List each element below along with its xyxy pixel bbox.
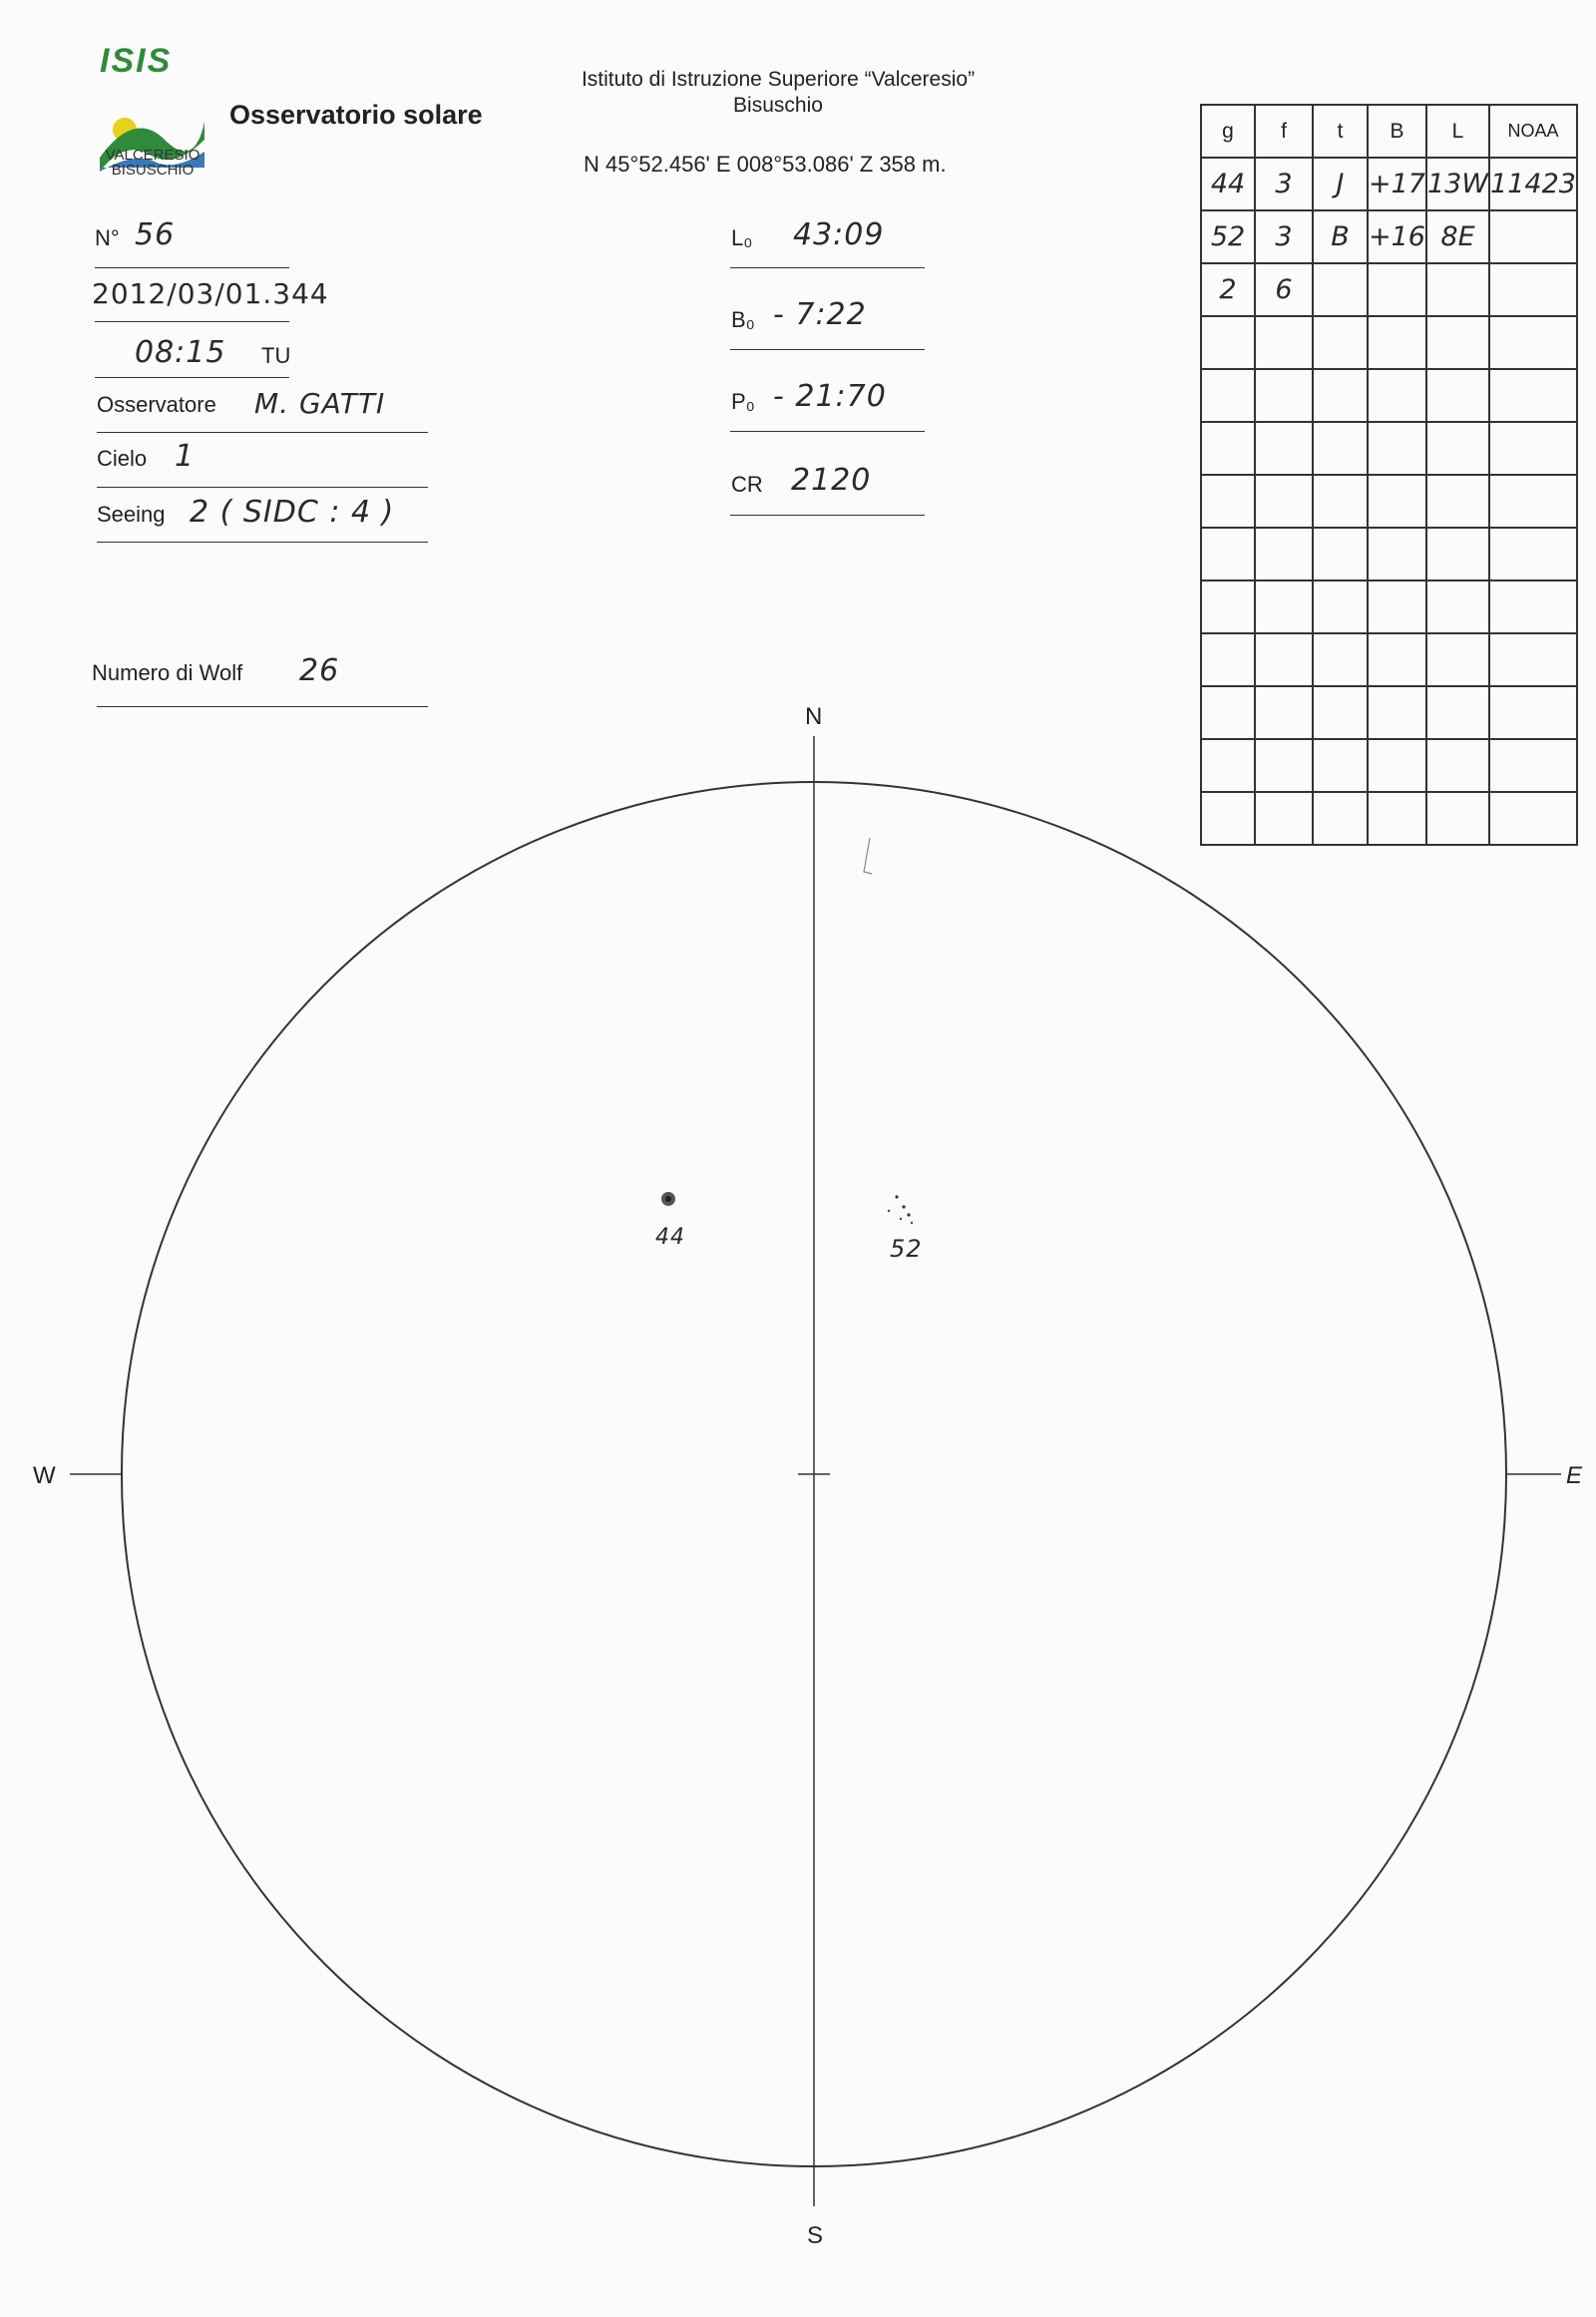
table-cell-b: [1368, 369, 1426, 422]
table-row: [1201, 263, 1577, 316]
table-cell-noaa: [1489, 422, 1577, 475]
table-cell-f: [1255, 475, 1313, 528]
table-cell-g: 2: [1201, 263, 1255, 316]
table-row: [1201, 633, 1577, 686]
pencil-mark: [864, 838, 872, 874]
table-cell-noaa: 11423: [1489, 158, 1577, 210]
table-cell-f: [1255, 633, 1313, 686]
time-underline: [95, 377, 289, 378]
table-cell-g: [1201, 633, 1255, 686]
table-cell-l: 8E: [1426, 210, 1489, 263]
table-cell-b: [1368, 580, 1426, 633]
institute-town: Bisuschio: [733, 94, 823, 117]
table-cell-t: [1313, 528, 1368, 580]
table-cell-g: [1201, 580, 1255, 633]
table-cell-b: [1368, 475, 1426, 528]
time-value: 08:15: [135, 335, 226, 370]
table-cell-l: 13W: [1426, 158, 1489, 210]
seeing-label: Seeing: [97, 502, 166, 527]
table-cell-f: 6: [1255, 263, 1313, 316]
wolf-label: Numero di Wolf: [92, 660, 243, 685]
observer-underline: [97, 432, 428, 433]
table-row: [1201, 158, 1577, 210]
table-cell-t: [1313, 263, 1368, 316]
table-cell-t: [1313, 316, 1368, 369]
group-label-52: 52: [890, 1235, 923, 1263]
table-cell-b: [1368, 316, 1426, 369]
logo-caption-line2: BISUSCHIO: [111, 162, 195, 179]
table-cell-g: [1201, 422, 1255, 475]
seeing-value: 2 ( SIDC : 4 ): [190, 495, 395, 530]
date-underline: [95, 321, 289, 322]
number-value: 56: [135, 217, 176, 252]
header-noaa: NOAA: [1489, 105, 1577, 158]
station-coordinates: N 45°52.456' E 008°53.086' Z 358 m.: [584, 152, 947, 177]
table-cell-b: [1368, 263, 1426, 316]
table-cell-l: [1426, 528, 1489, 580]
table-cell-l: [1426, 633, 1489, 686]
table-cell-f: [1255, 580, 1313, 633]
table-cell-t: [1313, 369, 1368, 422]
table-cell-g: [1201, 528, 1255, 580]
table-cell-t: J: [1313, 158, 1368, 210]
sky-value: 1: [175, 439, 196, 474]
p0-value: - 21:70: [773, 379, 887, 414]
table-cell-noaa: [1489, 528, 1577, 580]
table-cell-b: [1368, 422, 1426, 475]
seeing-underline: [97, 542, 428, 543]
cr-underline: [730, 515, 925, 516]
date-value: 2012/03/01.344: [92, 277, 329, 310]
table-cell-noaa: [1489, 580, 1577, 633]
table-cell-f: [1255, 422, 1313, 475]
table-cell-t: [1313, 633, 1368, 686]
table-row: [1201, 528, 1577, 580]
table-header-row: [1201, 105, 1577, 158]
logo-caption-line1: VALCERESIO: [105, 147, 200, 164]
west-label: W: [33, 1462, 56, 1489]
table-cell-l: [1426, 422, 1489, 475]
south-label: S: [807, 2222, 824, 2249]
table-row: [1201, 475, 1577, 528]
table-cell-noaa: [1489, 369, 1577, 422]
header-b: B: [1368, 105, 1426, 158]
table-cell-f: [1255, 369, 1313, 422]
time-unit: TU: [261, 343, 291, 368]
logo-caption: [98, 148, 207, 178]
header-g: g: [1201, 105, 1255, 158]
table-cell-l: [1426, 263, 1489, 316]
table-row: [1201, 580, 1577, 633]
table-cell-f: 3: [1255, 210, 1313, 263]
table-cell-b: [1368, 633, 1426, 686]
cr-value: 2120: [791, 463, 872, 498]
east-label: E: [1566, 1462, 1583, 1489]
table-cell-g: [1201, 369, 1255, 422]
p0-label: P₀: [731, 389, 755, 414]
table-cell-g: 52: [1201, 210, 1255, 263]
table-cell-noaa: [1489, 475, 1577, 528]
b0-value: - 7:22: [773, 297, 867, 332]
sky-underline: [97, 487, 428, 488]
header-f: f: [1255, 105, 1313, 158]
l0-underline: [730, 267, 925, 268]
sunspot-group-52: [888, 1195, 913, 1224]
table-cell-t: [1313, 475, 1368, 528]
table-cell-f: [1255, 528, 1313, 580]
header-t: t: [1313, 105, 1368, 158]
observer-value: M. GATTI: [254, 387, 386, 420]
cr-label: CR: [731, 472, 763, 497]
table-cell-b: [1368, 528, 1426, 580]
table-cell-l: [1426, 316, 1489, 369]
l0-value: 43:09: [793, 217, 885, 252]
table-cell-noaa: [1489, 263, 1577, 316]
p0-underline: [730, 431, 925, 432]
group-label-44: 44: [655, 1225, 685, 1250]
sky-label: Cielo: [97, 446, 148, 471]
b0-underline: [730, 349, 925, 350]
table-cell-t: [1313, 422, 1368, 475]
table-cell-l: [1426, 369, 1489, 422]
table-row: [1201, 369, 1577, 422]
table-cell-noaa: [1489, 633, 1577, 686]
b0-label: B₀: [731, 307, 755, 332]
table-row: [1201, 316, 1577, 369]
table-cell-g: 44: [1201, 158, 1255, 210]
sunspot-group-44-umbra: [665, 1196, 671, 1202]
header-l: L: [1426, 105, 1489, 158]
table-row: [1201, 210, 1577, 263]
table-cell-t: [1313, 580, 1368, 633]
number-underline: [95, 267, 289, 268]
table-cell-g: [1201, 475, 1255, 528]
table-cell-b: +16: [1368, 210, 1426, 263]
number-label: N°: [95, 225, 120, 250]
table-cell-f: [1255, 316, 1313, 369]
table-cell-l: [1426, 580, 1489, 633]
table-cell-t: B: [1313, 210, 1368, 263]
north-label: N: [805, 703, 823, 730]
table-cell-noaa: [1489, 316, 1577, 369]
l0-label: L₀: [731, 225, 753, 250]
observatory-title: Osservatorio solare: [229, 100, 483, 130]
table-cell-noaa: [1489, 210, 1577, 263]
table-cell-l: [1426, 475, 1489, 528]
table-cell-b: +17: [1368, 158, 1426, 210]
table-cell-f: 3: [1255, 158, 1313, 210]
table-row: [1201, 422, 1577, 475]
logo-wordmark: ISIS: [100, 42, 173, 80]
table-cell-g: [1201, 316, 1255, 369]
observer-label: Osservatore: [97, 392, 216, 417]
wolf-value: 26: [299, 653, 340, 688]
institute-name: Istituto di Istruzione Superiore “Valceresio”: [581, 68, 976, 91]
solar-disk-drawing: [0, 698, 1596, 2294]
